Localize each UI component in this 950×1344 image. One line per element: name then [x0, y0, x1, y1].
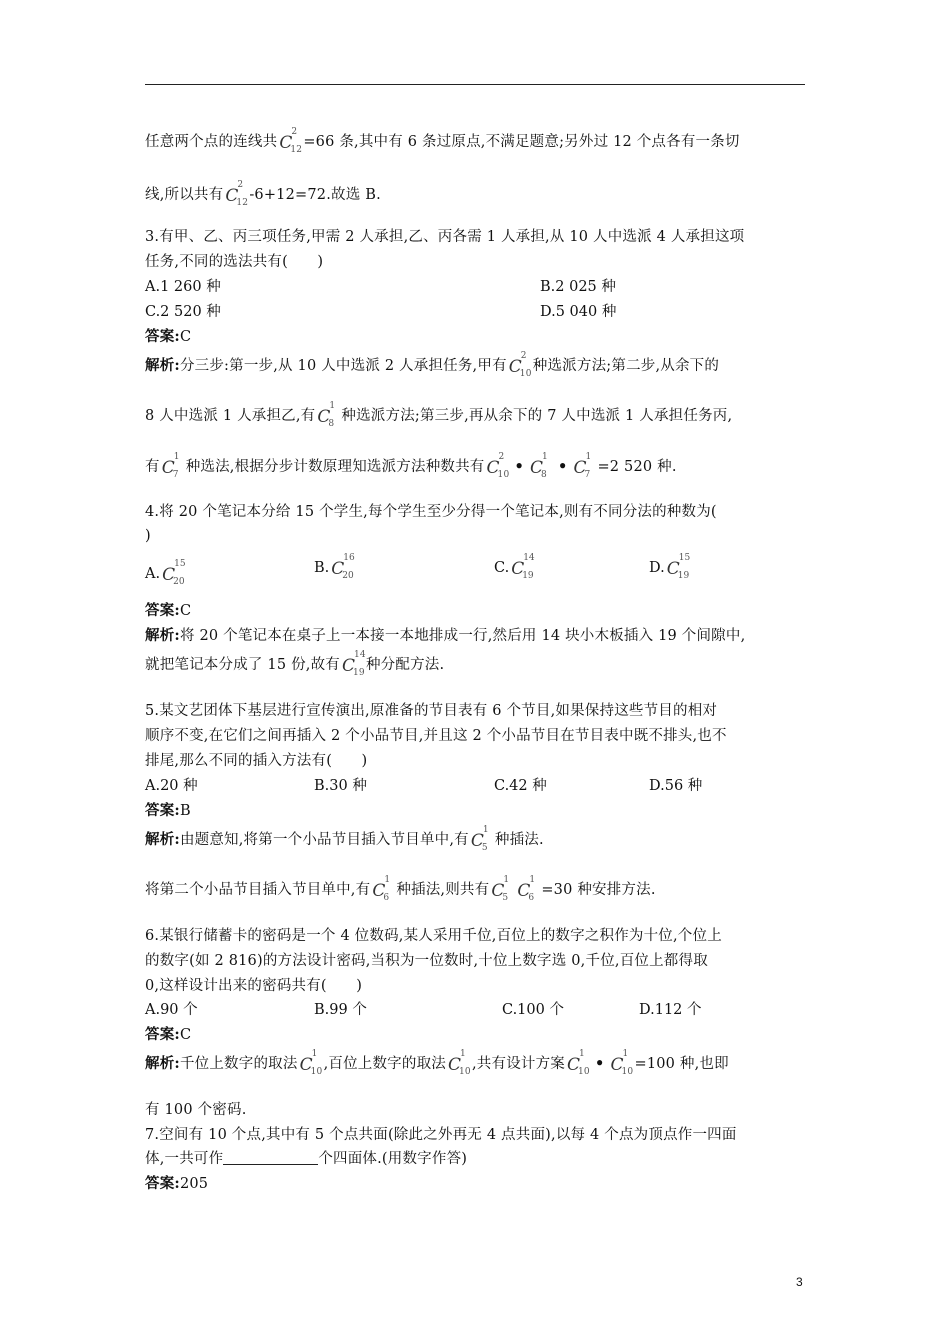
combination-symbol: C 14 19 — [511, 553, 535, 581]
combination-symbol: C 2 12 — [279, 127, 303, 155]
q3-answer: 答案:C — [145, 328, 192, 345]
combination-symbol: C 1 6 — [372, 875, 391, 903]
q5-explanation: 解析:由题意知,将第一个小品节目插入节目单中,有 C 1 5 种插法. — [145, 825, 544, 853]
q4-answer: 答案:C — [145, 602, 192, 619]
combination-symbol: C 2 10 — [486, 452, 510, 480]
text: -6+12=72.故选 B. — [249, 187, 381, 203]
q6-option-a: A.90 个 — [145, 1002, 198, 1018]
combination-symbol: C 16 20 — [331, 553, 355, 581]
combination-symbol: C 2 10 — [508, 351, 532, 379]
page-number: 3 — [796, 1275, 803, 1289]
combination-symbol: C 1 7 — [573, 452, 592, 480]
combination-symbol: C 1 10 — [299, 1049, 323, 1077]
q5-option-b: B.30 种 — [314, 778, 367, 794]
text: 任意两个点的连线共 — [145, 134, 278, 150]
question-5-stem: 排尾,那么不同的插入方法有( ) — [145, 753, 368, 769]
combination-symbol: C 1 7 — [161, 452, 180, 480]
q4-option-d: D. C 15 19 — [649, 553, 691, 581]
q3-option-b: B.2 025 种 — [540, 279, 616, 295]
combination-symbol: C 1 5 — [470, 825, 489, 853]
q4-option-a: A. C 15 20 — [145, 559, 186, 587]
question-7-stem: 体,一共可作 个四面体.(用数字作答) — [145, 1151, 468, 1167]
q6-option-c: C.100 个 — [502, 1002, 564, 1018]
q6-explanation: 解析:千位上数字的取法 C 1 10 ,百位上数字的取法 C 1 10 ,共有设计方案 C 1 10 • C 1 10 =100 种,也即 — [145, 1049, 729, 1077]
q6-option-b: B.99 个 — [314, 1002, 367, 1018]
q7-answer: 答案:205 — [145, 1175, 209, 1192]
text-line — [145, 180, 810, 208]
question-6-stem: 的数字(如 2 816)的方法设计密码,当积为一位数时,十位上数字选 0,千位,百位上都得取 — [145, 953, 708, 969]
question-7-stem: 7.空间有 10 个点,其中有 5 个点共面(除此之外再无 4 点共面),以每 4 个点为顶点作一四面 — [145, 1127, 737, 1143]
question-4-stem: ) — [145, 528, 151, 544]
combination-symbol: C 1 10 — [567, 1049, 590, 1077]
q6-answer: 答案:C — [145, 1026, 192, 1043]
q4-option-b: B. C 16 20 — [314, 553, 355, 581]
q4-explanation: 就把笔记本分成了 15 份,故有 C 14 19 种分配方法. — [145, 650, 445, 678]
answer-blank — [223, 1151, 318, 1165]
combination-symbol: C 15 20 — [162, 559, 186, 587]
combination-symbol: C 15 19 — [666, 553, 691, 581]
q3-option-c: C.2 520 种 — [145, 304, 221, 320]
header-rule — [145, 84, 805, 85]
q5-option-d: D.56 种 — [649, 778, 703, 794]
question-5-stem: 顺序不变,在它们之间再插入 2 个小品节目,并且这 2 个小品节目在节目表中既不排头,也不 — [145, 728, 727, 744]
question-3-stem: 3.有甲、乙、丙三项任务,甲需 2 人承担,乙、丙各需 1 人承担,从 10 人中选派 4 人承担这项 — [145, 229, 745, 245]
combination-symbol: C 1 10 — [447, 1049, 471, 1077]
q6-explanation: 有 100 个密码. — [145, 1102, 247, 1118]
q3-explanation: 有 C 1 7 种选法,根据分步计数原理知选派方法种数共有 C 2 10 • C 1 8 • C 1 7 =2 520 种. — [145, 452, 677, 480]
q3-option-d: D.5 040 种 — [540, 304, 617, 320]
q4-explanation: 解析:将 20 个笔记本在桌子上一本接一本地排成一行,然后用 14 块小木板插入 19 个间隙中, — [145, 627, 746, 644]
q3-explanation: 解析:分三步:第一步,从 10 人中选派 2 人承担任务,甲有 C 2 10 种选派方法;第二步,从余下的 — [145, 351, 720, 379]
question-3-stem: 任务,不同的选法共有( ) — [145, 254, 324, 270]
combination-symbol: C 1 5 — [491, 875, 510, 903]
combination-symbol: C 1 8 — [529, 452, 548, 480]
q5-option-c: C.42 种 — [494, 778, 547, 794]
combination-symbol: C 1 8 — [317, 401, 336, 429]
combination-symbol: C 2 12 — [225, 180, 249, 208]
question-5-stem: 5.某文艺团体下基层进行宣传演出,原准备的节目表有 6 个节目,如果保持这些节目的相对 — [145, 703, 718, 719]
combination-symbol: C 14 19 — [341, 650, 366, 678]
text-line — [145, 127, 810, 155]
q5-option-a: A.20 种 — [145, 778, 198, 794]
q6-option-d: D.112 个 — [639, 1002, 702, 1018]
combination-symbol: C 1 6 — [517, 875, 536, 903]
q3-explanation: 8 人中选派 1 人承担乙,有 C 1 8 种选派方法;第三步,再从余下的 7 人中选派 1 人承担任务丙, — [145, 401, 733, 429]
text: =66 条,其中有 6 条过原点,不满足题意;另外过 12 个点各有一条切 — [303, 134, 740, 150]
q4-option-c: C. C 14 19 — [494, 553, 535, 581]
q3-option-a: A.1 260 种 — [145, 279, 221, 295]
combination-symbol: C 1 10 — [610, 1049, 634, 1077]
question-4-stem: 4.将 20 个笔记本分给 15 个学生,每个学生至少分得一个笔记本,则有不同分法的种数为( — [145, 504, 717, 520]
question-6-stem: 0,这样设计出来的密码共有( ) — [145, 978, 363, 994]
question-6-stem: 6.某银行储蓄卡的密码是一个 4 位数码,某人采用千位,百位上的数字之积作为十位,个位上 — [145, 928, 722, 944]
text: 线,所以共有 — [145, 187, 224, 203]
q5-explanation: 将第二个小品节目插入节目单中,有 C 1 6 种插法,则共有 C 1 5 C 1 6 =30 种安排方法. — [145, 875, 656, 903]
q5-answer: 答案:B — [145, 802, 191, 819]
